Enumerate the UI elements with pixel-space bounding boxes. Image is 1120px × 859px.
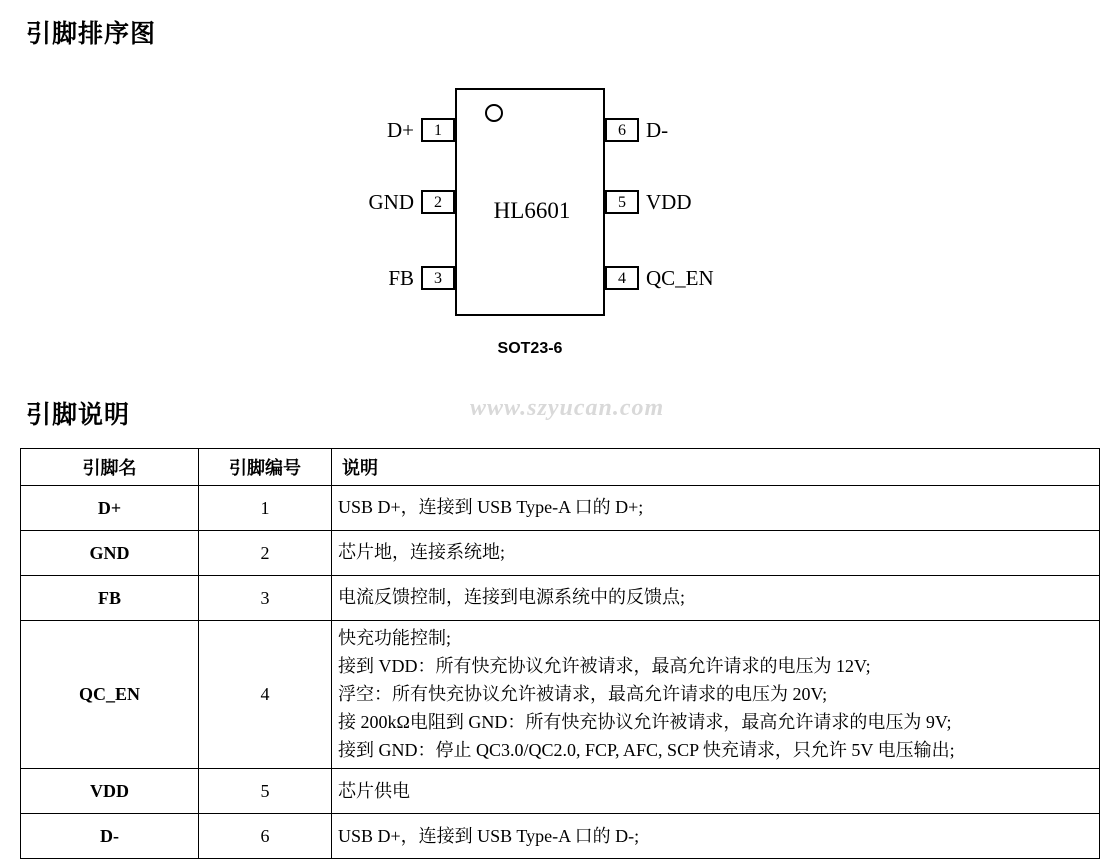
pin-number-4: 4: [605, 266, 639, 290]
pin-number-2: 2: [421, 190, 455, 214]
table-header-row: [21, 449, 1100, 486]
pin-number-6: 6: [605, 118, 639, 142]
cell-pin-name: D+: [21, 486, 199, 531]
description-line: USB D+，连接到 USB Type-A 口的 D-;: [338, 825, 640, 846]
description-line: 芯片地，连接系统地;: [338, 542, 506, 563]
table-row: [21, 769, 1100, 814]
cell-pin-number: 5: [199, 769, 332, 814]
description-line: 接到 GND：停止 QC3.0/QC2.0, FCP, AFC, SCP 快充请求，只允许 5V 电压输出;: [338, 739, 955, 760]
cell-description: [332, 486, 1100, 531]
page-title-pin-description: 引脚说明: [26, 401, 131, 429]
pin-label-1: D+: [386, 118, 414, 142]
pin-description-table: [20, 448, 1100, 859]
pin-label-6: D-: [646, 118, 669, 142]
cell-pin-name: VDD: [21, 769, 199, 814]
cell-description: [332, 621, 1100, 769]
description-line: 接到 VDD：所有快充协议允许被请求，最高允许请求的电压为 12V;: [338, 655, 871, 676]
pin-number-3: 3: [421, 266, 455, 290]
pin-number-1: 1: [421, 118, 455, 142]
package-body: [455, 88, 605, 316]
page-title-pinout: 引脚排序图: [26, 20, 157, 48]
cell-pin-name: D-: [21, 814, 199, 859]
cell-pin-number: 1: [199, 486, 332, 531]
cell-pin-number: 6: [199, 814, 332, 859]
table-row: [21, 486, 1100, 531]
cell-pin-number: 4: [199, 621, 332, 769]
package-part-number: HL6601: [493, 198, 571, 223]
table-row: [21, 576, 1100, 621]
cell-pin-name: FB: [21, 576, 199, 621]
cell-description: [332, 576, 1100, 621]
pin-label-5: VDD: [646, 190, 692, 214]
pin-number-5: 5: [605, 190, 639, 214]
description-line: 浮空：所有快充协议允许被请求，最高允许请求的电压为 20V;: [338, 683, 828, 704]
cell-description: [332, 814, 1100, 859]
description-line: 接 200kΩ电阻到 GND：所有快充协议允许被请求，最高允许请求的电压为 9V;: [338, 711, 952, 732]
cell-pin-name: GND: [21, 531, 199, 576]
cell-pin-number: 2: [199, 531, 332, 576]
pin-label-2: GND: [368, 190, 414, 214]
table-row: [21, 621, 1100, 769]
cell-pin-number: 3: [199, 576, 332, 621]
column-header-pin-name: 引脚名: [21, 449, 199, 486]
description-line: 芯片供电: [338, 780, 410, 801]
description-line: 电流反馈控制，连接到电源系统中的反馈点;: [338, 587, 685, 608]
description-line: 快充功能控制;: [338, 628, 452, 648]
table-row: [21, 814, 1100, 859]
pin-label-3: FB: [388, 266, 414, 290]
cell-description: [332, 531, 1100, 576]
package-diagram: [0, 70, 1120, 370]
table-row: [21, 531, 1100, 576]
cell-description: [332, 769, 1100, 814]
package-caption: SOT23-6: [497, 340, 563, 357]
pin-label-4: QC_EN: [646, 266, 714, 290]
column-header-pin-number: 引脚编号: [199, 449, 332, 486]
column-header-description: 说明: [332, 449, 1100, 486]
description-line: USB D+，连接到 USB Type-A 口的 D+;: [338, 497, 644, 518]
pin1-marker-dot-icon: [485, 104, 503, 122]
watermark: www.szyucan.com: [470, 395, 665, 421]
cell-pin-name: QC_EN: [21, 621, 199, 769]
